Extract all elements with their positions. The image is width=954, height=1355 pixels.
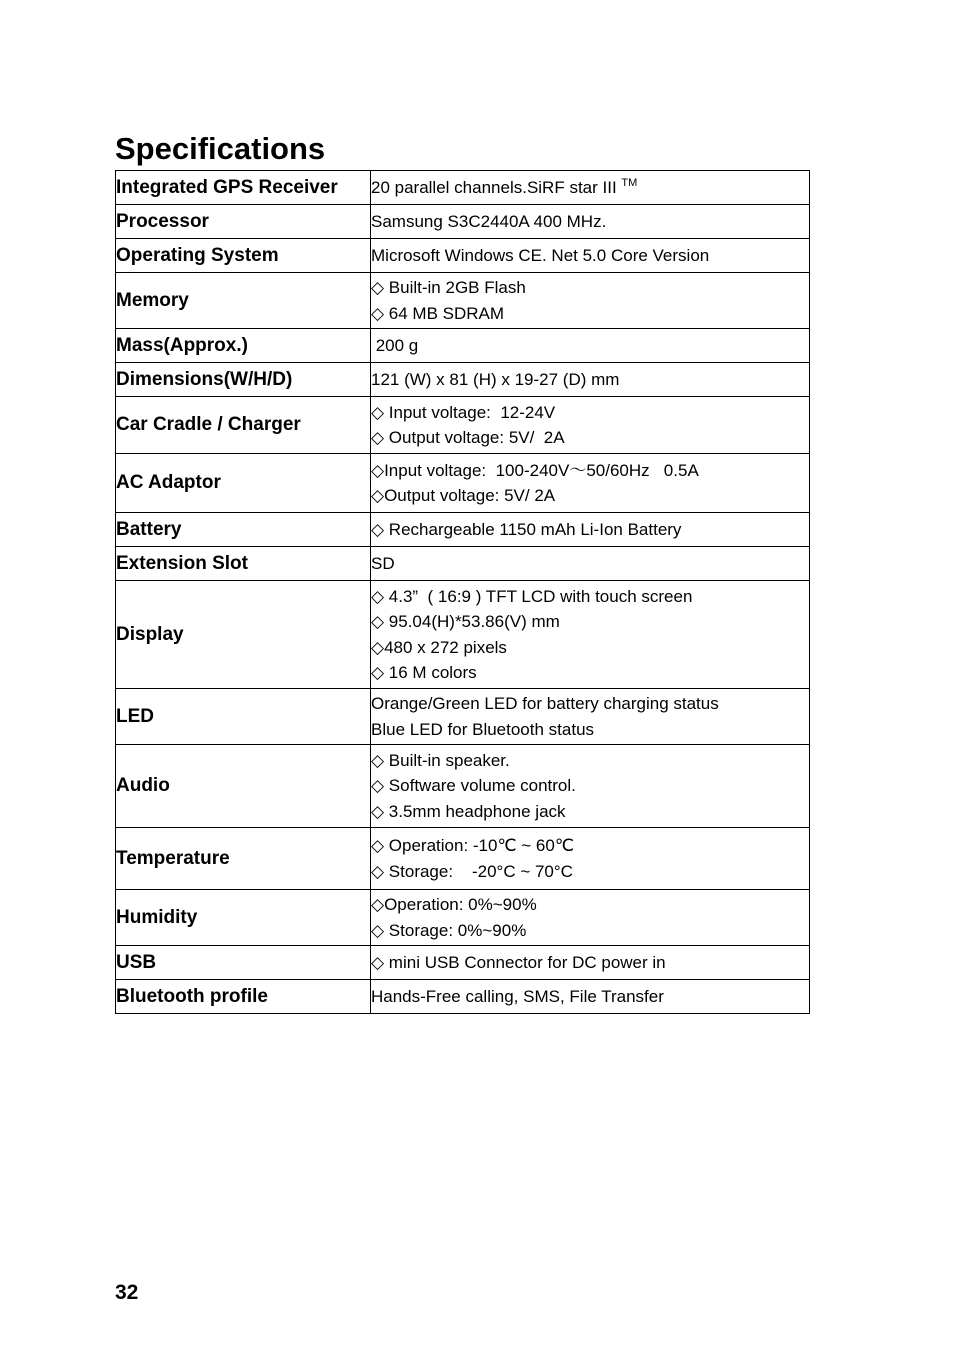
spec-label: Audio xyxy=(116,745,371,828)
spec-label: Display xyxy=(116,581,371,689)
spec-label: Car Cradle / Charger xyxy=(116,397,371,454)
spec-value xyxy=(371,828,810,890)
spec-label: Temperature xyxy=(116,828,371,890)
spec-value xyxy=(371,397,810,454)
spec-row xyxy=(116,581,810,689)
spec-value-line: SD xyxy=(371,553,395,573)
spec-value xyxy=(371,363,810,397)
spec-value-line: 121 (W) x 81 (H) x 19-27 (D) mm xyxy=(371,369,620,389)
spec-value-line: ◇ Storage: -20°C ~ 70°C xyxy=(371,861,573,881)
spec-label: Memory xyxy=(116,273,371,329)
spec-value-line: ◇ Built-in 2GB Flash xyxy=(371,278,526,297)
spec-value xyxy=(371,205,810,239)
spec-label: Humidity xyxy=(116,890,371,946)
spec-value-line: Orange/Green LED for battery charging status xyxy=(371,694,719,713)
spec-value xyxy=(371,273,810,329)
spec-value-line: ◇Input voltage: 100-240V～50/60Hz 0.5A xyxy=(371,460,699,480)
spec-value-line: ◇ 16 M colors xyxy=(371,663,477,682)
page-number: 32 xyxy=(115,1281,139,1304)
spec-value-line: ◇Output voltage: 5V/ 2A xyxy=(371,486,556,505)
specifications-table xyxy=(115,170,810,1014)
spec-value-line: ◇ Rechargeable 1150 mAh Li-Ion Battery xyxy=(371,519,682,539)
spec-row xyxy=(116,171,810,205)
spec-row xyxy=(116,890,810,946)
spec-value xyxy=(371,745,810,828)
spec-value-line: ◇480 x 272 pixels xyxy=(371,637,507,657)
spec-row xyxy=(116,828,810,890)
spec-value xyxy=(371,239,810,273)
spec-label: Processor xyxy=(116,205,371,239)
spec-row xyxy=(116,239,810,273)
spec-row xyxy=(116,329,810,363)
spec-value-line: ◇ Built-in speaker. xyxy=(371,750,510,770)
spec-value-line: ◇ 64 MB SDRAM xyxy=(371,303,505,323)
spec-value xyxy=(371,946,810,980)
spec-label: Operating System xyxy=(116,239,371,273)
spec-value-line: 200 g xyxy=(371,335,419,355)
spec-row xyxy=(116,547,810,581)
spec-value xyxy=(371,689,810,745)
spec-value xyxy=(371,890,810,946)
spec-value-line: ◇ Output voltage: 5V/ 2A xyxy=(371,428,565,447)
spec-label: AC Adaptor xyxy=(116,454,371,513)
spec-value-line: ◇ 95.04(H)*53.86(V) mm xyxy=(371,612,560,631)
spec-value xyxy=(371,513,810,547)
spec-value-line: ◇ mini USB Connector for DC power in xyxy=(371,952,666,972)
spec-value xyxy=(371,547,810,581)
spec-value xyxy=(371,329,810,363)
spec-value-line: ◇Operation: 0%~90% xyxy=(371,895,537,914)
spec-label: Bluetooth profile xyxy=(116,980,371,1014)
specifications-table-body xyxy=(116,171,810,1014)
spec-value-line: Microsoft Windows CE. Net 5.0 Core Version xyxy=(371,245,710,265)
spec-row xyxy=(116,513,810,547)
spec-value-line: ◇ Storage: 0%~90% xyxy=(371,920,527,940)
trademark-superscript: TM xyxy=(621,176,638,189)
spec-value xyxy=(371,581,810,689)
spec-row xyxy=(116,946,810,980)
spec-row xyxy=(116,689,810,745)
spec-value-line: 20 parallel channels.SiRF star III xyxy=(371,177,617,197)
spec-label: USB xyxy=(116,946,371,980)
spec-row xyxy=(116,980,810,1014)
page-title: Specifications xyxy=(115,131,326,166)
spec-label: LED xyxy=(116,689,371,745)
spec-value xyxy=(371,454,810,513)
spec-label: Integrated GPS Receiver xyxy=(116,171,371,205)
spec-row xyxy=(116,273,810,329)
spec-row xyxy=(116,454,810,513)
spec-value-line: ◇ Input voltage: 12-24V xyxy=(371,402,556,422)
spec-value-line: ◇ 4.3” ( 16:9 ) TFT LCD with touch screen xyxy=(371,586,693,606)
spec-value-line: Blue LED for Bluetooth status xyxy=(371,719,595,739)
spec-row xyxy=(116,363,810,397)
spec-row xyxy=(116,397,810,454)
spec-value-line: Samsung S3C2440A 400 MHz. xyxy=(371,211,607,231)
spec-row xyxy=(116,205,810,239)
spec-label: Mass(Approx.) xyxy=(116,329,371,363)
spec-row xyxy=(116,745,810,828)
spec-label: Battery xyxy=(116,513,371,547)
spec-value-line: ◇ Operation: -10℃ ~ 60℃ xyxy=(371,836,574,855)
spec-value-line: ◇ 3.5mm headphone jack xyxy=(371,801,566,821)
spec-value xyxy=(371,171,810,205)
spec-label: Dimensions(W/H/D) xyxy=(116,363,371,397)
spec-value-line: Hands-Free calling, SMS, File Transfer xyxy=(371,986,664,1006)
spec-value-line: ◇ Software volume control. xyxy=(371,776,576,796)
spec-value xyxy=(371,980,810,1014)
spec-value-line-wrap xyxy=(371,175,809,201)
spec-label: Extension Slot xyxy=(116,547,371,581)
